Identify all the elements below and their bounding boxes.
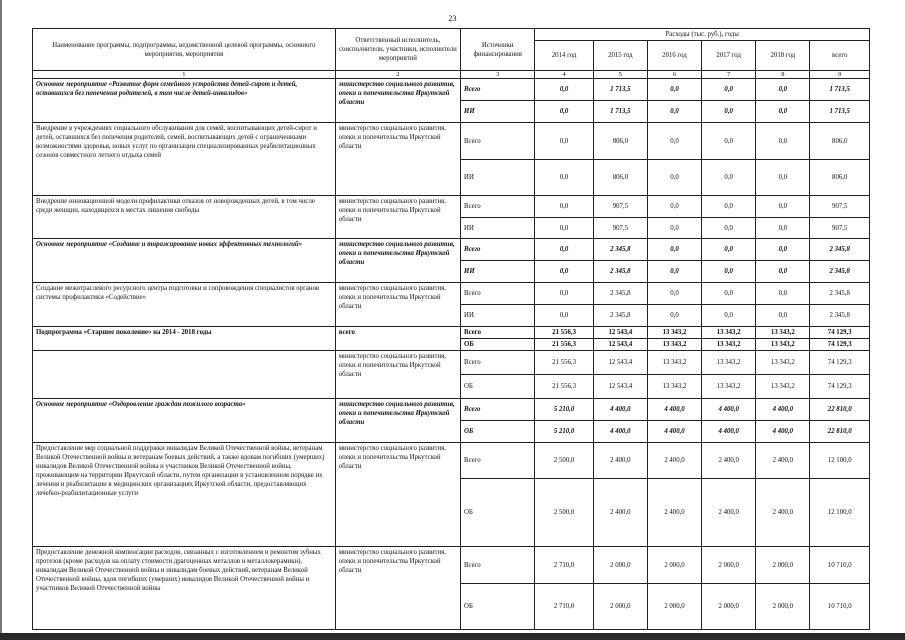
header-year: 2015 год [593,41,647,71]
value-cell: 0,0 [756,239,810,261]
value-cell: 12 543,4 [593,327,647,339]
source-cell: Всего [461,327,535,339]
value-cell: 0,0 [756,101,810,123]
value-cell: 0,0 [702,305,756,327]
source-cell: ОБ [461,375,535,399]
blank-name-cell [33,351,336,399]
value-cell: 4 400,0 [647,399,701,421]
value-cell: 907,5 [810,218,870,239]
source-cell: ОБ [461,339,535,351]
value-cell: 907,5 [810,196,870,218]
value-cell: 0,0 [535,283,593,305]
measure-executor: министерство социального развития, опеки и попечительства Иркутской области [335,399,460,443]
value-cell: 13 343,2 [756,351,810,375]
measure-executor: министерство социального развития, опеки и попечительства Иркутской области [335,196,460,239]
value-cell: 1 713,5 [810,79,870,101]
source-cell: Всего [461,351,535,375]
value-cell: 806,0 [593,123,647,160]
value-cell: 0,0 [535,79,593,101]
value-cell: 2 000,0 [702,584,756,630]
value-cell: 0,0 [756,196,810,218]
value-cell: 2 345,8 [593,239,647,261]
value-cell: 0,0 [647,123,701,160]
value-cell: 2 000,0 [593,584,647,630]
value-cell: 13 343,2 [647,339,701,351]
source-cell: ОБ [461,584,535,630]
table-row [33,399,870,421]
header-year: 2018 год [756,41,810,71]
value-cell: 0,0 [702,218,756,239]
value-cell: 0,0 [647,261,701,283]
source-cell: Всего [461,399,535,421]
value-cell: 0,0 [702,79,756,101]
value-cell: 21 556,3 [535,339,593,351]
value-cell: 2 345,8 [810,239,870,261]
value-cell: 2 400,0 [593,479,647,547]
value-cell: 13 343,2 [702,351,756,375]
value-cell: 0,0 [756,123,810,160]
header-year: 2017 год [702,41,756,71]
value-cell: 2 345,8 [810,261,870,283]
measure-executor: министерство социального развития, опеки и попечительства Иркутской области [335,123,460,196]
value-cell: 0,0 [756,305,810,327]
value-cell: 74 129,3 [810,327,870,339]
source-cell: Всего [461,196,535,218]
source-cell: ИИ [461,160,535,196]
column-index: 4 [535,71,593,79]
value-cell: 0,0 [756,160,810,196]
value-cell: 2 345,8 [593,305,647,327]
value-cell: 4 400,0 [756,421,810,443]
value-cell: 0,0 [702,101,756,123]
value-cell: 4 400,0 [702,421,756,443]
value-cell: 0,0 [647,160,701,196]
value-cell: 2 000,0 [647,584,701,630]
value-cell: 0,0 [535,160,593,196]
value-cell: 13 343,2 [647,351,701,375]
value-cell: 5 210,0 [535,399,593,421]
value-cell: 0,0 [535,101,593,123]
table-body-top [33,79,870,327]
value-cell: 74 129,3 [810,351,870,375]
measure-executor: министерство социального развития, опеки и попечительства Иркутской области [335,79,460,123]
value-cell: 22 810,0 [810,421,870,443]
subprogram-executor-ministry: министерство социального развития, опеки и попечительства Иркутской области [335,351,460,399]
value-cell: 12 543,4 [593,351,647,375]
value-cell: 0,0 [702,196,756,218]
value-cell: 4 400,0 [593,399,647,421]
scan-edge [0,0,2,640]
value-cell: 0,0 [647,79,701,101]
value-cell: 0,0 [535,239,593,261]
value-cell: 0,0 [756,79,810,101]
measure-executor: министерство социального развития, опеки и попечительства Иркутской области [335,239,460,283]
measure-name: Основное мероприятие «Оздоровление граждан пожилого возраста» [33,399,336,443]
measure-name: Создание межотраслевого ресурсного центра подготовки и сопровождения специалистов органов системы профилактики «Содействие» [33,283,336,327]
header-executor: Ответственный исполнитель, соисполнители, участники, исполнители мероприятий [335,29,460,71]
value-cell: 0,0 [535,218,593,239]
value-cell: 13 343,2 [702,339,756,351]
value-cell: 806,0 [810,123,870,160]
value-cell: 2 345,8 [593,261,647,283]
value-cell: 0,0 [535,123,593,160]
value-cell: 0,0 [702,160,756,196]
subprogram-section [33,327,870,399]
source-cell: Всего [461,547,535,584]
measure-name: Основное мероприятие «Развитие форм семейного устройства детей-сирот и детей, оставшихся без попечения родителей, в том числе детей-инвалидов» [33,79,336,123]
source-cell: Всего [461,443,535,479]
value-cell: 2 400,0 [702,479,756,547]
value-cell: 2 345,8 [810,283,870,305]
value-cell: 2 000,0 [702,547,756,584]
value-cell: 2 710,0 [535,547,593,584]
value-cell: 2 000,0 [593,547,647,584]
value-cell: 5 210,0 [535,421,593,443]
value-cell: 907,5 [593,218,647,239]
value-cell: 13 343,2 [647,375,701,399]
header-source: Источники финансирования [461,29,535,71]
value-cell: 0,0 [535,305,593,327]
subprogram-name: Подпрограмма «Старшее поколение» на 2014 - 2018 годы [33,327,336,351]
value-cell: 2 400,0 [647,479,701,547]
value-cell: 0,0 [756,261,810,283]
value-cell: 13 343,2 [756,339,810,351]
measure-name: Основное мероприятие «Создание и тиражирование новых эффективных технологий» [33,239,336,283]
measure-executor: министерство социального развития, опеки и попечительства Иркутской области [335,547,460,630]
value-cell: 13 343,2 [702,327,756,339]
page-number: 23 [448,14,457,23]
measure-executor: министерство социального развития, опеки и попечительства Иркутской области [335,283,460,327]
value-cell: 2 000,0 [756,584,810,630]
value-cell: 21 556,3 [535,351,593,375]
value-cell: 1 713,5 [810,101,870,123]
value-cell: 0,0 [647,305,701,327]
source-cell: ИИ [461,101,535,123]
source-cell: Всего [461,123,535,160]
column-index: 8 [756,71,810,79]
value-cell: 2 400,0 [756,443,810,479]
value-cell: 0,0 [535,261,593,283]
value-cell: 907,5 [593,196,647,218]
source-cell: Всего [461,79,535,101]
value-cell: 2 000,0 [647,547,701,584]
value-cell: 13 343,2 [702,375,756,399]
value-cell: 10 710,0 [810,547,870,584]
value-cell: 0,0 [702,239,756,261]
value-cell: 2 710,0 [535,584,593,630]
value-cell: 2 345,8 [810,305,870,327]
column-index: 3 [461,71,535,79]
value-cell: 4 400,0 [702,399,756,421]
value-cell: 13 343,2 [756,327,810,339]
value-cell: 2 000,0 [756,547,810,584]
header-expenses: Расходы (тыс. руб.), годы [535,29,870,41]
subprogram-executor-total: всего [335,327,460,351]
value-cell: 12 100,0 [810,479,870,547]
table-row [33,443,870,479]
value-cell: 1 713,5 [593,101,647,123]
value-cell: 0,0 [647,239,701,261]
source-cell: Всего [461,283,535,305]
source-cell: ОБ [461,421,535,443]
value-cell: 21 556,3 [535,375,593,399]
column-index: 2 [335,71,460,79]
header-total: всего [810,41,870,71]
value-cell: 1 713,5 [593,79,647,101]
budget-table [32,28,870,630]
measure-name: Предоставление мер социальной поддержки инвалидам Великой Отечественной войны, ветеранам Великой Отечественной войны и ветеранам боевых действий, а также вдовам погибших (умерших) инвалидов Великой Отечественной войны и участников Великой Отечественной войны, проживающим на территории Иркутской области, путем организации в установленном порядке их лечения и реабилитации в медицинских организациях Иркутской области, предоставляющих лечебно-реабилитационные услуги [33,443,336,547]
value-cell: 4 400,0 [647,421,701,443]
value-cell: 806,0 [810,160,870,196]
value-cell: 2 400,0 [647,443,701,479]
measure-executor: министерство социального развития, опеки и попечительства Иркутской области [335,443,460,547]
header-year: 2014 год [535,41,593,71]
measure-name: Внедрение в учреждениях социального обслуживания для семей, воспитывающих детей-сирот и детей, оставшихся без попечения родителей, семей, воспитывающих детей с ограниченными возможностями здоровья, новых услуг по организации специализированных реабилитационных сезонов совместного летнего отдыха семей [33,123,336,196]
header-name: Наименование программы, подпрограммы, ведомственной целевой программы, основного мероприятия, мероприятия [33,29,336,71]
value-cell: 0,0 [647,101,701,123]
value-cell: 0,0 [702,261,756,283]
table-row [33,547,870,584]
value-cell: 0,0 [647,283,701,305]
table-row [33,283,870,305]
value-cell: 0,0 [647,196,701,218]
column-index: 6 [647,71,701,79]
column-index: 7 [702,71,756,79]
value-cell: 0,0 [756,283,810,305]
value-cell: 12 543,4 [593,375,647,399]
source-cell: ИИ [461,305,535,327]
scan-bottom-edge [0,633,905,640]
measure-name: Внедрение инновационной модели профилактики отказов от новорожденных детей, в том числе среди женщин, находящихся в местах лишения свободы [33,196,336,239]
value-cell: 74 129,3 [810,339,870,351]
source-cell: ИИ [461,261,535,283]
table-row [33,79,870,101]
source-cell: ИИ [461,218,535,239]
column-index: 9 [810,71,870,79]
value-cell: 13 343,2 [647,327,701,339]
value-cell: 806,0 [593,160,647,196]
value-cell: 12 100,0 [810,443,870,479]
value-cell: 74 129,3 [810,375,870,399]
measure-name: Предоставление денежной компенсации расходов, связанных с изготовлением и ремонтом зубных протезов (кроме расходов на оплату стоимости драгоценных металлов и металлокерамики), инвалидам Великой Отечественной войны и инвалидам боевых действий, ветеранам Великой Отечественной войны, вдов погибших (умерших) инвалидов Великой Отечественной войны и участников Великой Отечественной войны [33,547,336,630]
column-index: 5 [593,71,647,79]
value-cell: 12 543,4 [593,339,647,351]
value-cell: 21 556,3 [535,327,593,339]
value-cell: 13 343,2 [756,375,810,399]
value-cell: 2 500,0 [535,479,593,547]
value-cell: 0,0 [702,283,756,305]
table-row [33,123,870,160]
value-cell: 0,0 [647,218,701,239]
table-body-bottom [33,399,870,630]
column-index: 1 [33,71,336,79]
table-row [33,196,870,218]
value-cell: 2 345,8 [593,283,647,305]
header-year: 2016 год [647,41,701,71]
source-cell: ОБ [461,479,535,547]
value-cell: 0,0 [756,218,810,239]
value-cell: 2 400,0 [756,479,810,547]
source-cell: Всего [461,239,535,261]
value-cell: 2 500,0 [535,443,593,479]
value-cell: 2 400,0 [702,443,756,479]
value-cell: 4 400,0 [756,399,810,421]
value-cell: 2 400,0 [593,443,647,479]
value-cell: 0,0 [535,196,593,218]
value-cell: 10 710,0 [810,584,870,630]
value-cell: 4 400,0 [593,421,647,443]
column-index-row [33,71,870,79]
value-cell: 22 810,0 [810,399,870,421]
table-row [33,239,870,261]
value-cell: 0,0 [702,123,756,160]
